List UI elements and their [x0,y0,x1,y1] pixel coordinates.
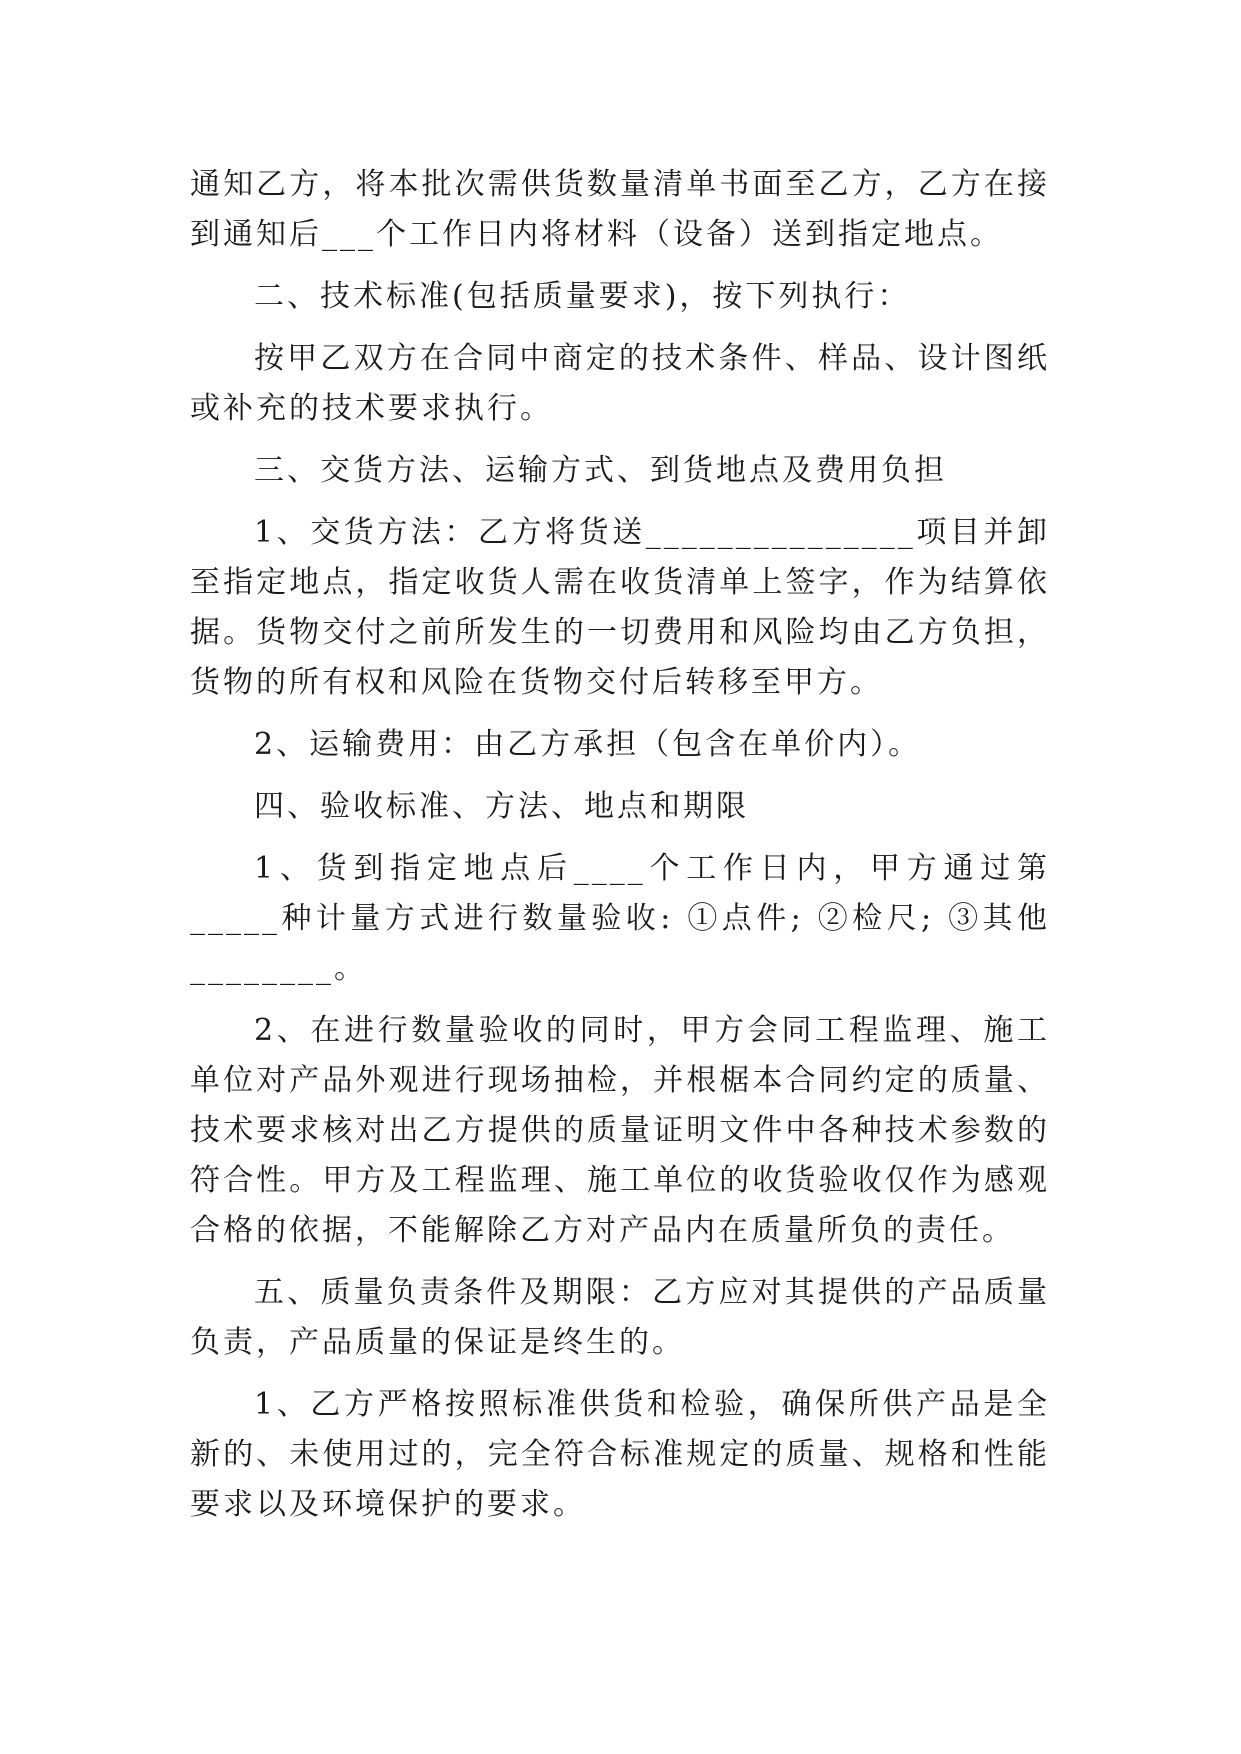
section-heading: 三、交货方法、运输方式、到货地点及费用负担 [254,453,947,488]
document-body [190,160,1050,1542]
section-heading: 四、验收标准、方法、地点和期限 [254,789,749,824]
paragraph: 1、交货方法：乙方将货送_______________项目并卸至指定地点，指定收货人需在收货清单上签字，作为结算依据。货物交付之前所发生的一切费用和风险均由乙方负担，货物的所有权和风险在货物交付后转移至甲方。 [190,515,1050,700]
section-heading: 五、质量负责条件及期限：乙方应对其提供的产品质量负责，产品质量的保证是终生的。 [190,1275,1050,1360]
paragraph: 1、乙方严格按照标准供货和检验，确保所供产品是全新的、未使用过的，完全符合标准规定的质量、规格和性能要求以及环境保护的要求。 [190,1387,1050,1522]
paragraph: 2、运输费用：由乙方承担（包含在单价内）。 [254,727,922,762]
section-heading: 二、技术标准(包括质量要求)，按下列执行： [254,279,911,314]
paragraph: 按甲乙双方在合同中商定的技术条件、样品、设计图纸或补充的技术要求执行。 [190,341,1050,426]
paragraph: 通知乙方，将本批次需供货数量清单书面至乙方，乙方在接到通知后___个工作日内将材料（设备）送到指定地点。 [190,167,1050,252]
paragraph: 2、在进行数量验收的同时，甲方会同工程监理、施工单位对产品外观进行现场抽检，并根椐本合同约定的质量、技术要求核对出乙方提供的质量证明文件中各种技术参数的符合性。甲方及工程监理、施工单位的收货验收仅作为感观合格的依据，不能解除乙方对产品内在质量所负的责任。 [190,1013,1050,1248]
paragraph: 1、货到指定地点后____个工作日内，甲方通过第_____种计量方式进行数量验收: ①点件; ②检尺; ③其他________。 [190,851,1050,986]
